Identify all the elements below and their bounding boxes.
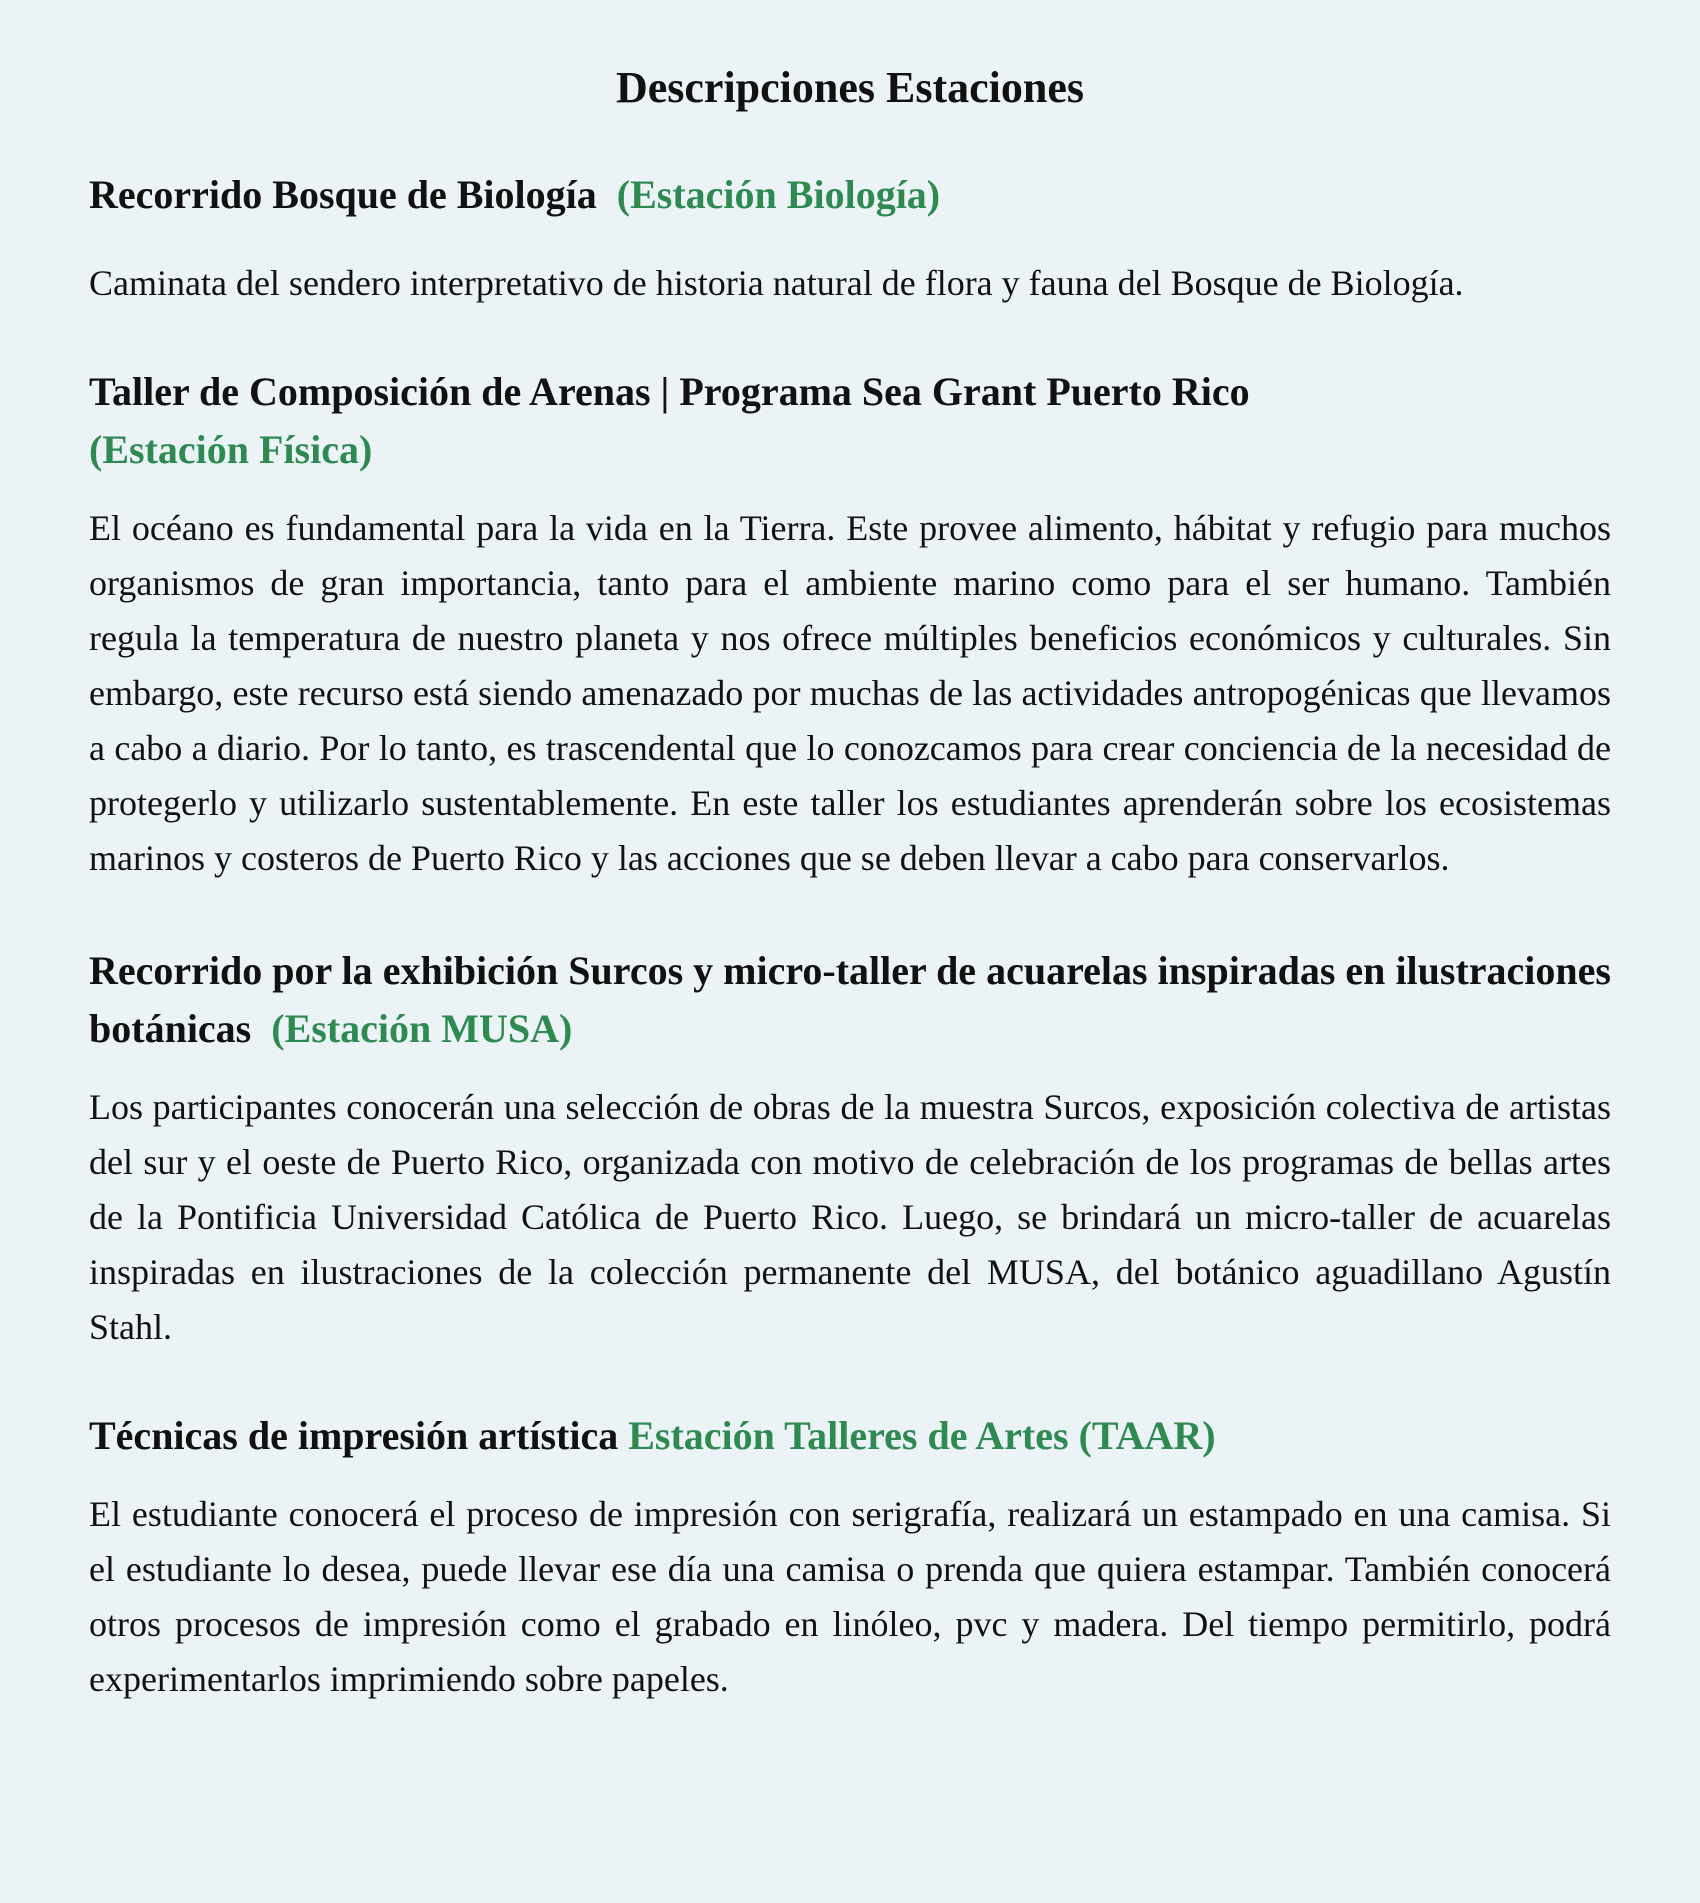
station-label: (Estación Física) [89,427,373,472]
section-heading [89,1407,1611,1465]
section-heading [89,166,1611,224]
section-body: Caminata del sendero interpretativo de historia natural de flora y fauna del Bosque de Biología. [89,263,1464,303]
section-heading [89,363,1611,479]
section-body: Los participantes conocerán una selección de obras de la muestra Surcos, exposición colectiva de artistas del sur y el oeste de Puerto Rico, organizada con motivo de celebración de los programas de bellas artes de la Pontificia Universidad Católica de Puerto Rico. Luego, se brindará un micro-taller de acuarelas inspiradas en ilustraciones de la colección permanente del MUSA, del botánico aguadillano Agustín Stahl. [89,1087,1611,1347]
document-title: Descripciones Estaciones [615,63,1085,112]
section-heading-text: Taller de Composición de Arenas | Programa Sea Grant Puerto Rico [89,369,1250,414]
section-body: El estudiante conocerá el proceso de impresión con serigrafía, realizará un estampado en una camisa. Si el estudiante lo desea, puede llevar ese día una camisa o prenda que quiera estampar. También conocerá otros procesos de impresión como el grabado en linóleo, pvc y madera. Del tiempo permitirlo, podrá experimentarlos imprimiendo sobre papeles. [89,1494,1611,1699]
section-heading-text: Recorrido por la exhibición Surcos y micro-taller de acuarelas inspiradas en ilustraciones botánicas [89,948,1611,1051]
station-label: (Estación MUSA) [271,1006,573,1051]
station-label: (Estación Biología) [616,172,941,217]
section-impresion-artistica [89,1407,1611,1707]
section-heading [89,942,1611,1058]
section-heading-text: Técnicas de impresión artística [89,1413,619,1458]
section-heading-text: Recorrido Bosque de Biología [89,172,597,217]
section-bosque-biologia [89,166,1611,311]
section-composicion-arenas [89,363,1611,886]
section-body: El océano es fundamental para la vida en la Tierra. Este provee alimento, hábitat y refugio para muchos organismos de gran importancia, tanto para el ambiente marino como para el ser humano. También regula la temperatura de nuestro planeta y nos ofrece múltiples beneficios económicos y culturales. Sin embargo, este recurso está siendo amenazado por muchas de las actividades antropogénicas que llevamos a cabo a diario. Por lo tanto, es trascendental que lo conozcamos para crear conciencia de la necesidad de protegerlo y utilizarlo sustentablemente. En este taller los estudiantes aprenderán sobre los ecosistemas marinos y costeros de Puerto Rico y las acciones que se deben llevar a cabo para conservarlos. [89,508,1611,878]
station-label: Estación Talleres de Artes (TAAR) [628,1413,1216,1458]
section-exhibicion-surcos [89,942,1611,1355]
